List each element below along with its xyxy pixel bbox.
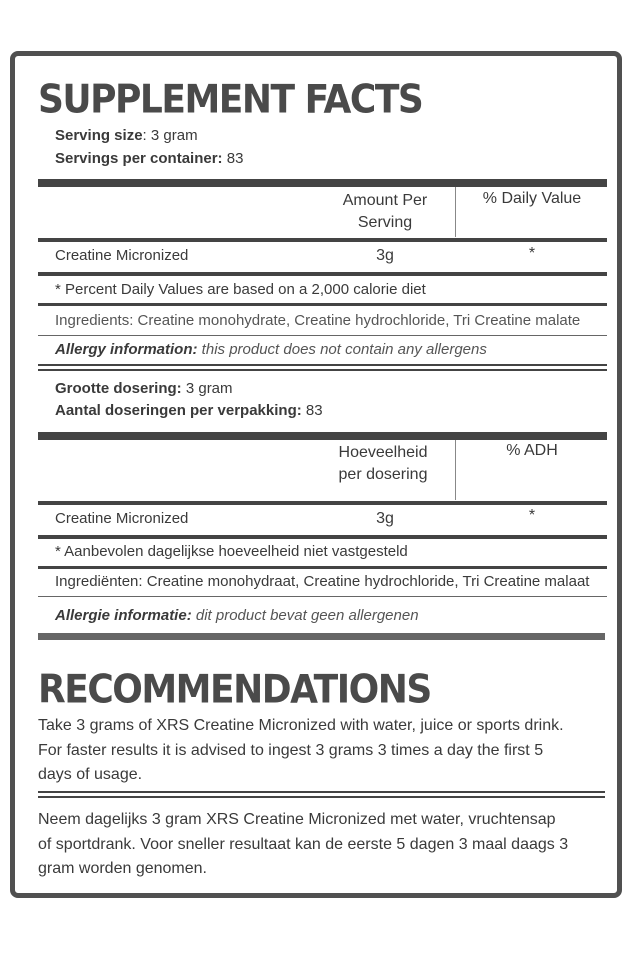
dutch-ingredient-amount: 3g — [376, 510, 394, 527]
dutch-line-3: gram worden genomen. — [38, 860, 207, 877]
dutch-ingredient-name: Creatine Micronized — [55, 510, 189, 527]
footnote-rule — [38, 303, 607, 306]
dutch-daily-value-header: % ADH — [506, 442, 558, 459]
serving-size — [55, 127, 198, 144]
allergy-information — [55, 341, 487, 358]
daily-value-footnote: * Percent Daily Values are based on a 2,000 calorie diet — [55, 281, 426, 298]
table-row-rule — [38, 272, 607, 276]
english-line-2: For faster results it is advised to ingest 3 grams 3 times a day the first 5 — [38, 741, 544, 759]
allergy-label: Allergy information: — [55, 341, 198, 358]
dutch-table-row-rule — [38, 535, 607, 539]
dutch-ingredient-daily-value: * — [528, 507, 536, 524]
ingredient-daily-value: * — [528, 245, 536, 262]
allergy-text: this product does not contain any allergens — [197, 341, 487, 358]
ingredients-rule — [38, 335, 607, 336]
table-top-rule — [38, 179, 607, 187]
facts-bottom-rule — [38, 633, 605, 640]
dutch-recommendation — [38, 808, 568, 882]
recommendations-double-rule-top — [38, 791, 605, 793]
dutch-serving-size — [55, 380, 233, 397]
daily-value-header: % Daily Value — [482, 190, 582, 207]
dutch-allergy-information — [55, 607, 419, 624]
dutch-footnote: * Aanbevolen dagelijkse hoeveelheid niet vastgesteld — [55, 543, 408, 560]
dutch-table-header-rule — [38, 501, 607, 505]
dutch-ingredients-rule — [38, 596, 607, 597]
dutch-servings-per-container — [55, 402, 323, 419]
supplement-facts-title: SUPPLEMENT FACTS — [38, 78, 423, 123]
dutch-amount-header-line2: per dosering — [338, 466, 428, 483]
servings-per-container — [55, 150, 243, 167]
dutch-amount-header — [328, 442, 438, 486]
dutch-serving-size-label: Grootte dosering: — [55, 380, 182, 397]
english-line-3: days of usage. — [38, 766, 143, 783]
english-recommendation — [38, 714, 564, 788]
amount-header-line1: Amount Per — [342, 192, 428, 209]
dutch-servings-value: 83 — [301, 402, 323, 419]
dutch-ingredients-text: Ingrediënten: Creatine monohydraat, Creatine hydrochloride, Tri Creatine malaat — [55, 573, 590, 590]
dutch-column-divider — [455, 440, 456, 500]
dutch-table-top-rule — [38, 432, 607, 440]
table-header-rule — [38, 238, 607, 242]
dutch-serving-size-value: 3 gram — [181, 380, 233, 397]
amount-header-line2: Serving — [357, 214, 413, 231]
dutch-allergy-label: Allergie informatie: — [55, 607, 192, 624]
ingredient-amount: 3g — [376, 247, 394, 264]
column-divider — [455, 187, 456, 237]
dutch-servings-label: Aantal doseringen per verpakking: — [55, 402, 302, 419]
dutch-footnote-rule — [38, 566, 607, 569]
dutch-amount-header-line1: Hoeveelheid — [338, 444, 428, 461]
section-double-rule-top — [38, 364, 607, 366]
section-double-rule-bottom — [38, 369, 607, 371]
ingredient-name: Creatine Micronized — [55, 247, 189, 264]
dutch-line-2: of sportdrank. Voor sneller resultaat kan de eerste 5 dagen 3 maal daags 3 — [38, 835, 569, 853]
servings-label: Servings per container: — [55, 150, 223, 167]
serving-size-label: Serving size — [55, 127, 143, 144]
recommendations-title: RECOMMENDATIONS — [38, 668, 431, 713]
recommendations-double-rule-bottom — [38, 796, 605, 798]
english-line-1: Take 3 grams of XRS Creatine Micronized with water, juice or sports drink. — [38, 717, 564, 734]
dutch-line-1: Neem dagelijks 3 gram XRS Creatine Micronized met water, vruchtensap — [38, 811, 556, 828]
amount-per-serving-header — [330, 190, 440, 234]
ingredients-text: Ingredients: Creatine monohydrate, Creatine hydrochloride, Tri Creatine malate — [55, 312, 581, 329]
servings-value: 83 — [222, 150, 244, 167]
serving-size-value: : 3 gram — [142, 127, 198, 144]
dutch-allergy-text: dit product bevat geen allergenen — [191, 607, 419, 624]
